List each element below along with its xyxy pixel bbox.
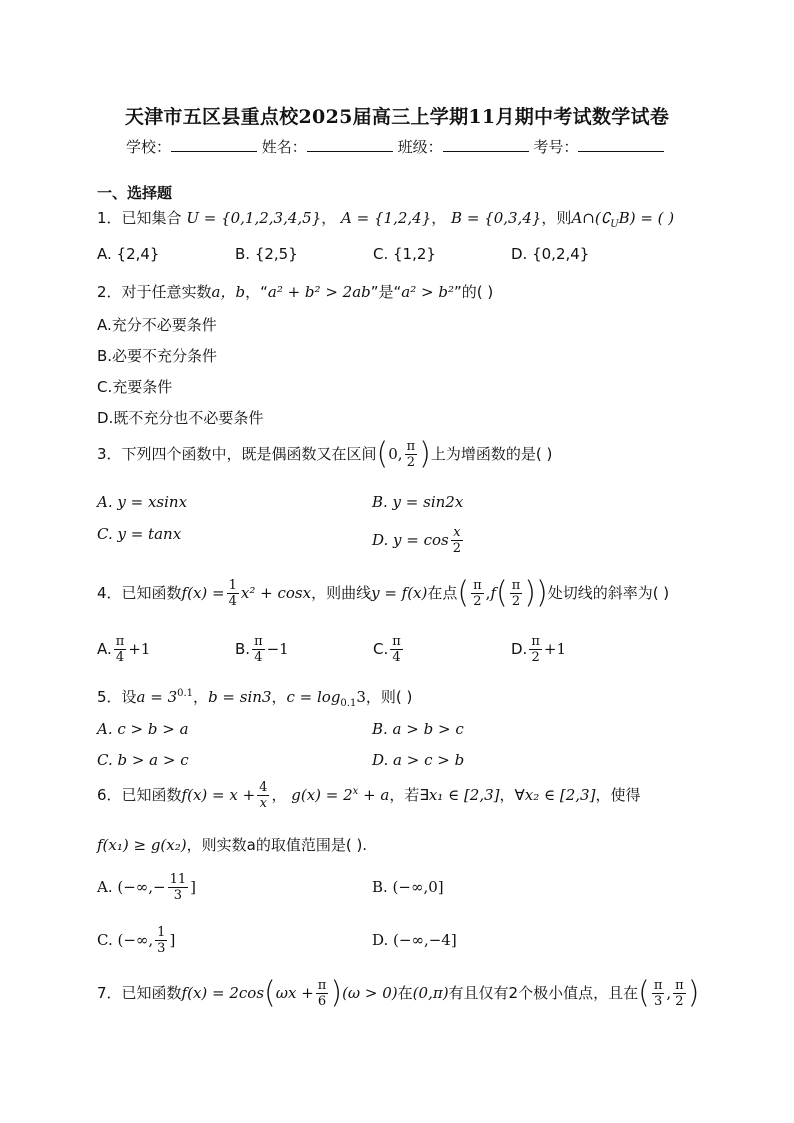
option-d[interactable]: D. {0,2,4} (511, 245, 590, 263)
question-3-stem: 3．下列四个函数中，既是偶函数又在区间(0, $\frac{\pi}{2}$ )上为增函数的是( ) (97, 436, 553, 472)
question-5-options-row1 (97, 720, 464, 738)
question-6-options-row1 (97, 872, 444, 903)
question-6-stem-line2: f(x₁) ≥ g(x₂)，则实数a的取值范围是( ). (97, 836, 368, 854)
option-d[interactable]: D. (−∞,−4] (372, 931, 457, 949)
question-3-options-row2 (97, 525, 462, 556)
section-heading: 一、选择题 (97, 184, 173, 202)
option-a[interactable]: A. c > b > a (97, 720, 189, 738)
option-b[interactable]: B. $\frac{\pi}{4}$ −1 (235, 634, 289, 665)
school-label: 学校： (126, 138, 172, 156)
option-d[interactable]: D. a > c > b (372, 751, 465, 769)
question-5-options-row2 (97, 751, 465, 769)
option-b[interactable]: B. y = sin2x (372, 493, 464, 511)
question-5-stem: 5．设$a = 3^{0.1}$，b = sin3，$c = \log_{0.1}3$，则( ) (97, 688, 413, 709)
question-2-stem: 2．对于任意实数a，b，“a² + b² > 2ab”是“a² > b²”的( ) (97, 283, 494, 301)
question-1-stem: 1．已知集合 U = {0,1,2,3,4,5}， A = {1,2,4}， B = {0,3,4}，则$A\cap(∁_UB)$ = ( ) (97, 209, 675, 230)
page-title: 天津市五区县重点校2025届高三上学期11月期中考试数学试卷 (124, 106, 670, 128)
option-d[interactable]: D. $\frac{\pi}{2}$ +1 (511, 634, 566, 665)
option-c[interactable]: C. (−∞, $\frac{1}{3}$ ] (97, 925, 176, 956)
question-6-stem: 6．已知函数f(x) = x + $\frac{4}{x}$ ， $g(x) = 2^x + a$，若∃x₁ ∈ [2,3]，∀x₂ ∈ [2,3]，使得 (97, 780, 641, 811)
option-d[interactable]: D.既不充分也不必要条件 (97, 409, 264, 427)
question-3-options-row1 (97, 493, 464, 511)
option-c[interactable]: C.充要条件 (97, 378, 173, 396)
option-a[interactable]: A. (−∞,− $\frac{11}{3}$ ] (97, 872, 197, 903)
option-a[interactable]: A.充分不必要条件 (97, 316, 217, 334)
question-6-options-row2 (97, 925, 457, 956)
option-a[interactable]: A. {2,4} (97, 245, 160, 263)
class-blank[interactable] (443, 137, 529, 152)
exam-no-label: 考号： (533, 138, 579, 156)
name-blank[interactable] (307, 137, 393, 152)
option-c[interactable]: C. y = tanx (97, 525, 182, 543)
question-4-stem: 4．已知函数f(x) = $\frac{1}{4}$ x² + cosx，则曲线y = f(x)在点( $\frac{\pi}{2}$ ,f( $\frac{\pi}{2}$ ))处切线的斜率为( ) (97, 575, 670, 611)
exam-no-blank[interactable] (578, 137, 664, 152)
option-d[interactable]: D. y = cos $\frac{x}{2}$ (372, 525, 462, 556)
class-label: 班级： (397, 138, 443, 156)
option-a[interactable]: A. $\frac{\pi}{4}$ +1 (97, 634, 151, 665)
name-label: 姓名： (261, 138, 307, 156)
option-b[interactable]: B. {2,5} (235, 245, 298, 263)
option-b[interactable]: B. (−∞,0] (372, 878, 444, 896)
option-c[interactable]: C. {1,2} (373, 245, 436, 263)
option-b[interactable]: B. a > b > c (372, 720, 464, 738)
option-c[interactable]: C. b > a > c (97, 751, 189, 769)
option-b[interactable]: B.必要不充分条件 (97, 347, 218, 365)
school-blank[interactable] (171, 137, 257, 152)
student-info-row (126, 136, 664, 157)
question-7-stem: 7．已知函数f(x) = 2cos(ωx + $\frac{\pi}{6}$ )(ω > 0)在(0,π)有且仅有2个极小值点，且在( $\frac{\pi}{3}$ , $\frac{\pi}{2}$ ) (97, 975, 700, 1011)
option-a[interactable]: A. y = xsinx (97, 493, 188, 511)
option-c[interactable]: C. $\frac{\pi}{4}$ (373, 634, 401, 665)
